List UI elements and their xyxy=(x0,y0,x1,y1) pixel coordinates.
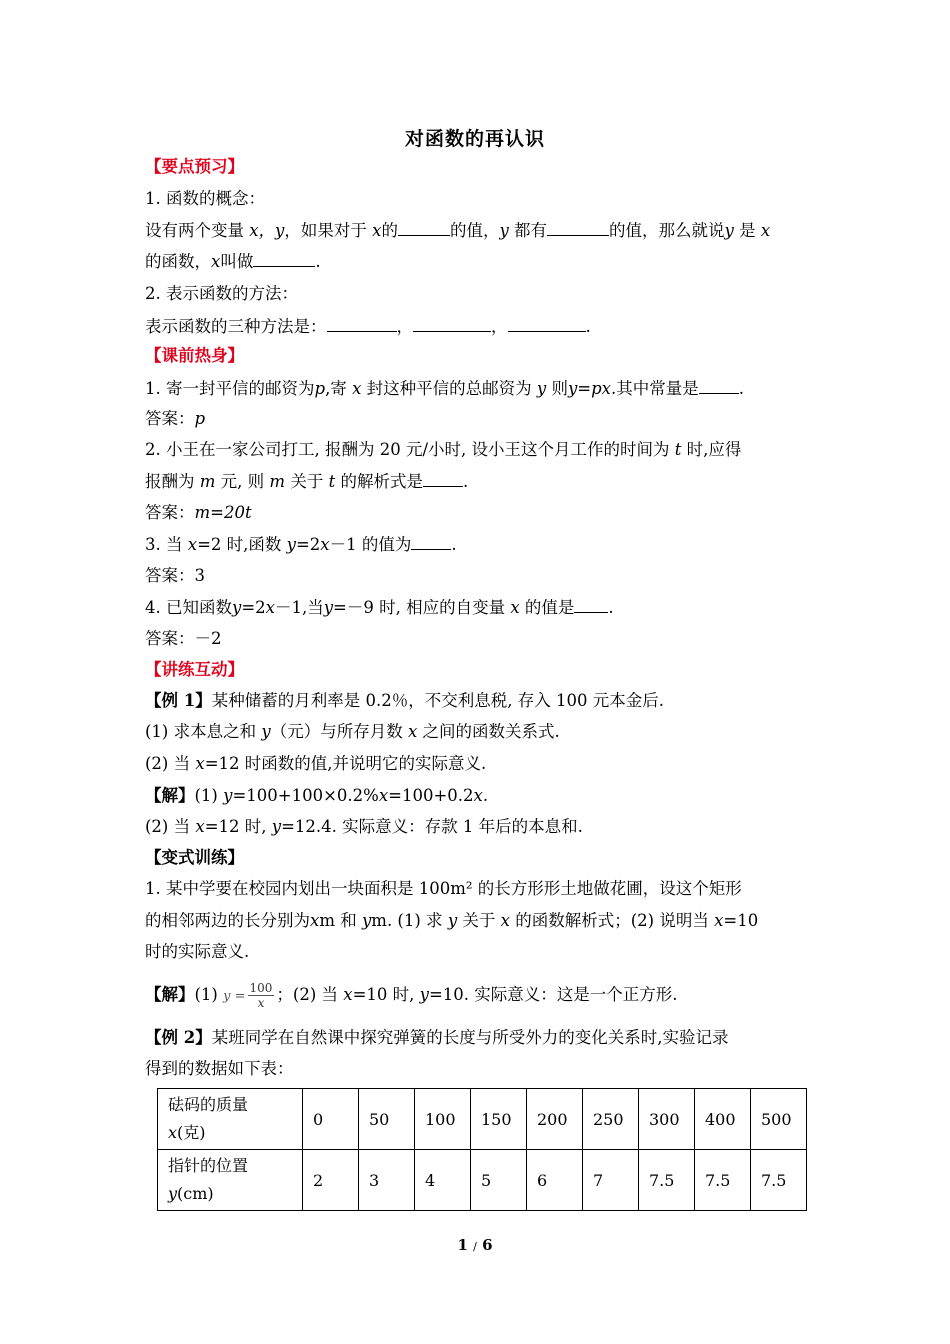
table-cell: 300 xyxy=(639,1089,695,1150)
preview-item-1-heading: 1. 函数的概念： xyxy=(145,189,265,208)
fraction: $\frac{100}{x}$ xyxy=(249,981,273,1010)
table-row-header: 砝码的质量 x(克) xyxy=(158,1089,303,1150)
warmup-question-1: 1. 寄一封平信的邮资为p,寄 x 封这种平信的总邮资为 y 则y=px.其中常量是 . xyxy=(145,379,744,398)
table-cell: 250 xyxy=(583,1089,639,1150)
warmup-answer-3: 答案：3 xyxy=(145,566,205,585)
table-cell: 7 xyxy=(583,1150,639,1211)
page-title: 对函数的再认识 xyxy=(404,128,545,150)
example-2-statement-cont: 得到的数据如下表： xyxy=(145,1059,294,1078)
example-1-question-1: (1) 求本息之和 y（元）与所存月数 x 之间的函数关系式. xyxy=(145,722,560,741)
warmup-answer-4: 答案：－2 xyxy=(145,629,222,648)
table-cell: 50 xyxy=(359,1089,415,1150)
table-cell: 7.5 xyxy=(751,1150,807,1211)
table-cell: 500 xyxy=(751,1089,807,1150)
variant-solution: 【解】(1) y = $\frac{100}{x}$ ；(2) 当 x=10 时, y=10. 实际意义：这是一个正方形. xyxy=(145,981,678,1010)
blank xyxy=(508,315,586,332)
blank xyxy=(574,596,608,613)
table-cell: 100 xyxy=(415,1089,471,1150)
table-cell: 200 xyxy=(527,1089,583,1150)
example-1-statement: 【例 1】某种储蓄的月利率是 0.2％，不交利息税, 存入 100 元本金后. xyxy=(145,691,664,710)
table-row xyxy=(158,1150,807,1211)
blank xyxy=(398,219,450,236)
variant-question-1-end: 时的实际意义. xyxy=(145,942,250,961)
warmup-question-2: 2. 小王在一家公司打工, 报酬为 20 元/小时, 设小王这个月工作的时间为 t 时,应得 xyxy=(145,440,742,459)
section-heading-practice: 【讲练互动】 xyxy=(145,660,244,679)
section-heading-variant: 【变式训练】 xyxy=(145,848,244,867)
preview-item-1-text-cont: 的函数，x叫做 . xyxy=(145,252,321,271)
page-number: 1 / 6 xyxy=(457,1236,493,1254)
table-row-header: 指针的位置 y(cm) xyxy=(158,1150,303,1211)
table-row xyxy=(158,1089,807,1150)
example-2-statement: 【例 2】某班同学在自然课中探究弹簧的长度与所受外力的变化关系时,实验记录 xyxy=(145,1028,729,1047)
table-cell: 2 xyxy=(303,1150,359,1211)
blank xyxy=(423,470,463,487)
warmup-question-2-cont: 报酬为 m 元, 则 m 关于 t 的解析式是 . xyxy=(145,472,469,491)
table-cell: 3 xyxy=(359,1150,415,1211)
example-1-question-2: (2) 当 x=12 时函数的值,并说明它的实际意义. xyxy=(145,754,487,773)
table-cell: 7.5 xyxy=(695,1150,751,1211)
table-cell: 400 xyxy=(695,1089,751,1150)
example-1-solution-1: 【解】(1) y=100+100×0.2%x=100+0.2x. xyxy=(145,786,489,805)
formula-lhs: y = xyxy=(223,989,246,1004)
blank xyxy=(547,219,609,236)
data-table xyxy=(157,1088,807,1211)
preview-item-2-text: 表示函数的三种方法是： ， ， . xyxy=(145,317,591,336)
blank xyxy=(411,533,451,550)
section-heading-warmup: 【课前热身】 xyxy=(145,346,244,365)
warmup-question-4: 4. 已知函数y=2x－1,当y=－9 时, 相应的自变量 x 的值是 . xyxy=(145,598,614,617)
table-cell: 150 xyxy=(471,1089,527,1150)
blank xyxy=(413,315,491,332)
blank xyxy=(327,315,397,332)
preview-item-2-heading: 2. 表示函数的方法： xyxy=(145,284,298,303)
table-cell: 6 xyxy=(527,1150,583,1211)
blank xyxy=(699,377,739,394)
table-cell: 0 xyxy=(303,1089,359,1150)
variant-question-1: 1. 某中学要在校园内划出一块面积是 100m² 的长方形形土地做花圃，设这个矩形 xyxy=(145,879,742,898)
table-cell: 7.5 xyxy=(639,1150,695,1211)
preview-item-1-text: 设有两个变量 x，y，如果对于 x的 的值，y 都有 的值，那么就说y 是 x xyxy=(145,221,771,240)
table-cell: 4 xyxy=(415,1150,471,1211)
blank xyxy=(253,250,315,267)
warmup-answer-1: 答案：p xyxy=(145,409,206,428)
table-cell: 5 xyxy=(471,1150,527,1211)
warmup-question-3: 3. 当 x=2 时,函数 y=2x－1 的值为 . xyxy=(145,535,457,554)
section-heading-preview: 【要点预习】 xyxy=(145,157,244,176)
example-1-solution-2: (2) 当 x=12 时, y=12.4. 实际意义：存款 1 年后的本息和. xyxy=(145,817,583,836)
variant-question-1-cont: 的相邻两边的长分别为xm 和 ym. (1) 求 y 关于 x 的函数解析式；(2) 说明当 x=10 xyxy=(145,911,759,930)
warmup-answer-2: 答案：m=20t xyxy=(145,503,252,522)
